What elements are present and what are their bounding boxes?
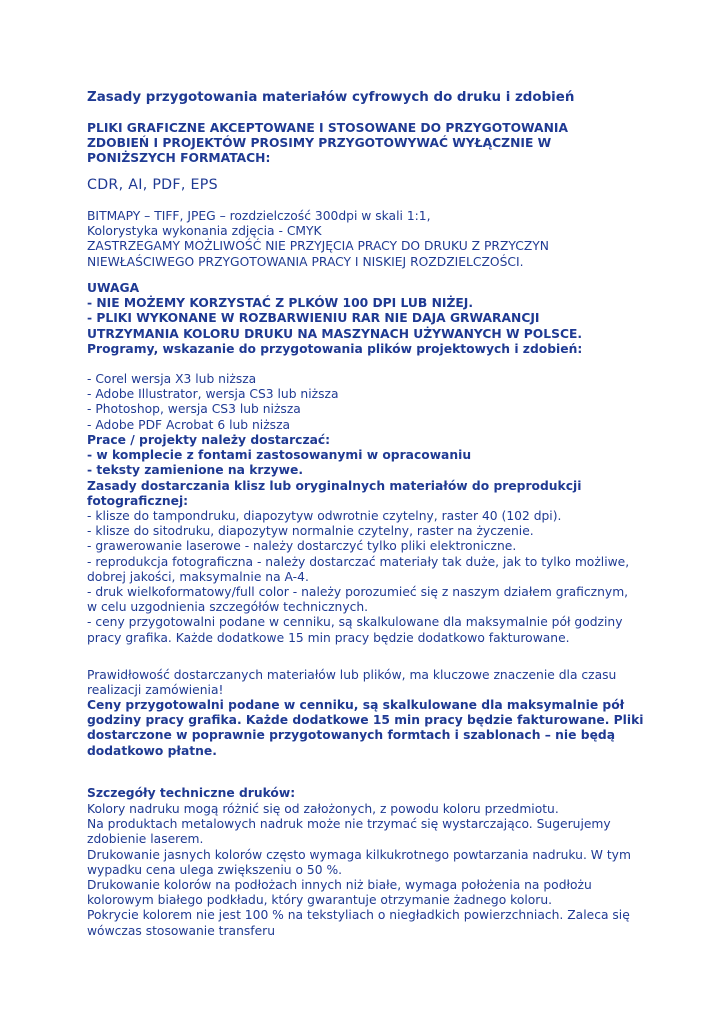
text-line: Zasady dostarczania klisz lub oryginalnych materiałów do preprodukcji	[87, 478, 582, 493]
list-item: pracy grafika. Każde dodatkowe 15 min pracy będzie dodatkowo fakturowane.	[87, 630, 570, 645]
delivery-rules	[87, 509, 647, 646]
list-item: - reprodukcja fotograficzna - należy dostarczać materiały tak duże, jak to tylko możliwe,	[87, 554, 630, 569]
text-line: Kolory nadruku mogą różnić się od założonych, z powodu koloru przedmiotu.	[87, 802, 559, 816]
title-line: Zasady przygotowania materiałów cyfrowych do druku i zdobień	[87, 90, 575, 105]
pricing-note	[87, 698, 647, 759]
correctness-note	[87, 668, 647, 698]
list-item: - Corel wersja X3 lub niższa	[87, 372, 257, 386]
file-formats	[87, 178, 647, 193]
text-line: Prawidłowość dostarczanych materiałów lub plików, ma kluczowe znaczenie dla czasu	[87, 668, 617, 682]
text-line: - NIE MOŻEMY KORZYSTAĆ Z PLKÓW 100 DPI LUB NIŻEJ.	[87, 296, 474, 311]
text-line: realizacji zamówienia!	[87, 683, 224, 698]
tech-heading	[87, 786, 647, 801]
text-line: PONIŻSZYCH FORMATACH:	[87, 151, 271, 166]
programs-heading: Programy, wskazanie do przygotowania plików projektowych i zdobień:	[87, 341, 583, 356]
text-line: wówczas stosowanie transferu	[87, 923, 276, 938]
bitmap-requirements	[87, 209, 647, 270]
list-item: dobrej jakości, maksymalnie na A-4.	[87, 569, 309, 584]
text-line: Drukowanie kolorów na podłożach innych niż białe, wymaga położenia na podłożu	[87, 878, 592, 893]
text-line: Prace / projekty należy dostarczać:	[87, 433, 331, 447]
list-item: - klisze do sitodruku, diapozytyw normalnie czytelny, raster na życzenie.	[87, 524, 534, 539]
text-line: BITMAPY – TIFF, JPEG – rozdzielczość 300dpi w skali 1:1,	[87, 209, 431, 223]
formats-line: CDR, AI, PDF, EPS	[87, 177, 218, 193]
text-line: dostarczone w poprawnie przygotowanych formtach i szablonach – nie będą	[87, 728, 616, 743]
text-line: zdobienie laserem.	[87, 832, 204, 847]
list-item: - Photoshop, wersja CS3 lub niższa	[87, 402, 301, 417]
text-line: Drukowanie jasnych kolorów często wymaga kilkukrotnego powtarzania nadruku. W tym	[87, 847, 631, 862]
list-item: - druk wielkoformatowy/full color - należy porozumieć się z naszym działem graficznym,	[87, 585, 629, 600]
text-line: dodatkowo płatne.	[87, 743, 217, 758]
text-line: Ceny przygotowalni podane w cenniku, są skalkulowane dla maksymalnie pół	[87, 698, 625, 712]
document-title	[87, 90, 647, 105]
warning-heading: UWAGA	[87, 281, 140, 295]
text-line: - PLIKI WYKONANE W ROZBARWIENIU RAR NIE DAJA GRWARANCJI	[87, 311, 540, 326]
text-line: ZDOBIEŃ I PROJEKTÓW PROSIMY PRZYGOTOWYWAĆ WYŁĄCZNIE W	[87, 136, 552, 151]
text-line: wypadku cena ulega zwiększeniu o 50 %.	[87, 862, 343, 877]
programs-list	[87, 372, 647, 433]
text-line: - teksty zamienione na krzywe.	[87, 463, 304, 478]
text-line: fotograficznej:	[87, 493, 189, 508]
text-line: PLIKI GRAFICZNE AKCEPTOWANE I STOSOWANE DO PRZYGOTOWANIA	[87, 121, 568, 135]
list-item: - ceny przygotowalni podane w cenniku, są skalkulowane dla maksymalnie pół godziny	[87, 615, 623, 630]
text-line: Kolorystyka wykonania zdjęcia - CMYK	[87, 224, 322, 239]
text-line: kolorowym białego podkładu, który gwarantuje otrzymanie żadnego koloru.	[87, 893, 553, 908]
text-line: ZASTRZEGAMY MOŻLIWOŚĆ NIE PRZYJĘCIA PRACY DO DRUKU Z PRZYCZYN	[87, 239, 549, 254]
delivery-section	[87, 433, 647, 509]
text-line: UTRZYMANIA KOLORU DRUKU NA MASZYNACH UŻYWANYCH W POLSCE.	[87, 326, 583, 341]
list-item: w celu uzgodnienia szczegółów technicznych.	[87, 600, 369, 615]
list-item: - Adobe PDF Acrobat 6 lub niższa	[87, 417, 291, 432]
text-line: - w komplecie z fontami zastosowanymi w opracowaniu	[87, 448, 472, 463]
tech-details	[87, 802, 647, 939]
text-line: Na produktach metalowych nadruk może nie trzymać się wystarczająco. Sugerujemy	[87, 817, 611, 832]
list-item: - klisze do tampondruku, diapozytyw odwrotnie czytelny, raster 40 (102 dpi).	[87, 509, 562, 523]
warning-section	[87, 281, 647, 357]
text-line: Pokrycie kolorem nie jest 100 % na tekstyliach o niegładkich powierzchniach. Zaleca się	[87, 908, 630, 923]
list-item: - grawerowanie laserowe - należy dostarczyć tylko pliki elektroniczne.	[87, 539, 517, 554]
list-item: - Adobe Illustrator, wersja CS3 lub niższa	[87, 387, 339, 402]
accepted-files-notice	[87, 121, 647, 167]
text-line: godziny pracy grafika. Każde dodatkowe 15 min pracy będzie fakturowane. Pliki	[87, 713, 644, 728]
text-line: NIEWŁAŚCIWEGO PRZYGOTOWANIA PRACY I NISKIEJ ROZDZIELCZOŚCI.	[87, 254, 524, 269]
heading-line: Szczegóły techniczne druków:	[87, 786, 296, 800]
